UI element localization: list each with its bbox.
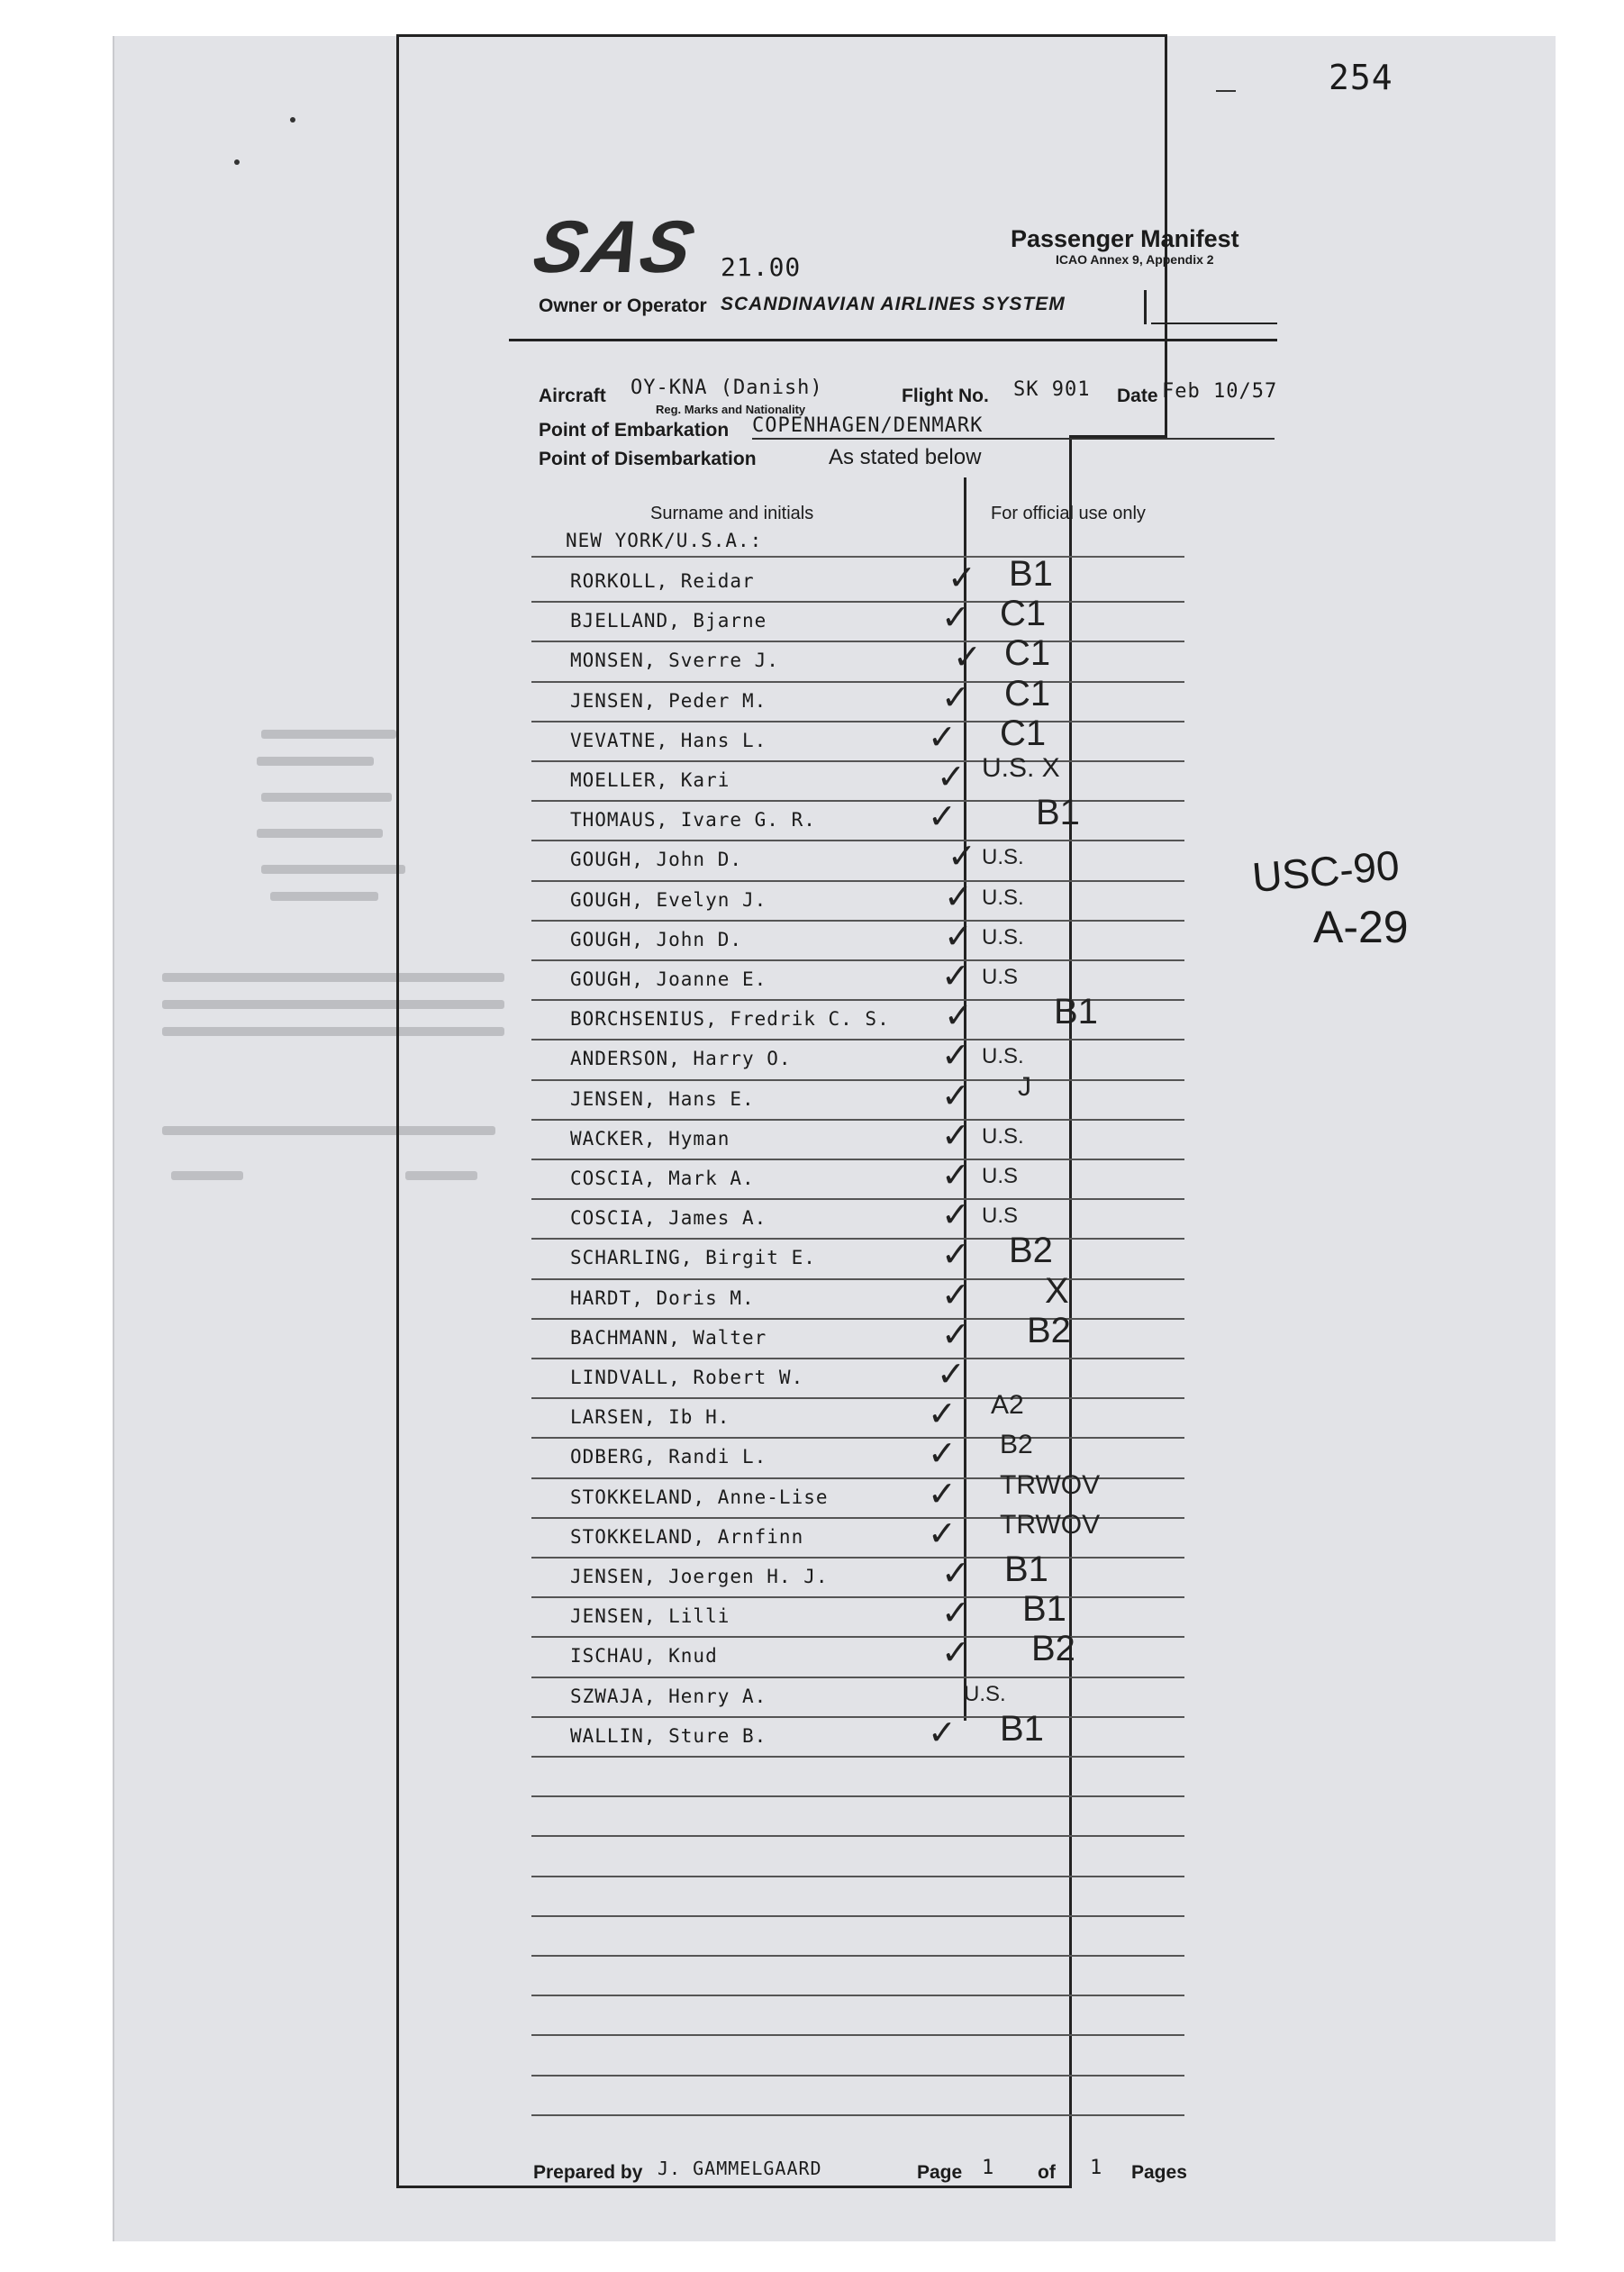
destination-header: NEW YORK/U.S.A.:	[566, 530, 763, 551]
row-rule	[531, 840, 1184, 841]
disembarkation-label: Point of Disembarkation	[539, 449, 757, 469]
passenger-name: RORKOLL, Reidar	[570, 570, 755, 592]
checkmark-icon: ✓	[948, 558, 976, 597]
checkmark-icon: ✓	[941, 1035, 970, 1076]
form-border	[396, 2186, 1072, 2188]
of-label: of	[1038, 2162, 1056, 2183]
official-use-mark: U.S	[982, 1164, 1019, 1188]
page-number: 254	[1329, 58, 1393, 97]
passenger-name: MONSEN, Sverre J.	[570, 650, 779, 672]
prepared-by-label: Prepared by	[533, 2162, 643, 2183]
speck	[290, 117, 295, 123]
official-use-mark: C1	[1004, 633, 1051, 674]
checkmark-icon: ✓	[941, 1234, 970, 1275]
passenger-name: COSCIA, Mark A.	[570, 1168, 755, 1189]
row-rule	[531, 1119, 1184, 1121]
checkmark-icon: ✓	[928, 1433, 957, 1474]
official-use-mark: U.S.	[982, 924, 1024, 950]
column-header-official-use: For official use only	[991, 504, 1146, 523]
checkmark-icon: ✓	[941, 1632, 970, 1673]
passenger-name: JENSEN, Joergen H. J.	[570, 1566, 829, 1587]
page-label: Page	[917, 2162, 963, 2183]
row-rule	[531, 1636, 1184, 1638]
row-rule	[531, 1716, 1184, 1718]
checkmark-icon: ✓	[928, 796, 957, 837]
row-rule	[531, 1596, 1184, 1598]
checkmark-icon: ✓	[944, 876, 973, 916]
row-rule	[531, 1278, 1184, 1280]
row-rule	[531, 556, 1184, 558]
row-rule	[531, 800, 1184, 802]
row-rule	[531, 2114, 1184, 2116]
row-rule	[531, 1318, 1184, 1320]
passenger-name: COSCIA, James A.	[570, 1207, 767, 1230]
checkmark-icon: ✓	[941, 1155, 970, 1195]
row-rule	[531, 920, 1184, 922]
speck	[234, 159, 240, 165]
official-use-mark: B1	[1009, 554, 1053, 594]
official-use-mark: B2	[1031, 1629, 1075, 1669]
checkmark-icon: ✓	[928, 716, 957, 757]
passenger-name: STOKKELAND, Arnfinn	[570, 1525, 804, 1548]
embarkation-label: Point of Embarkation	[539, 420, 730, 441]
official-use-mark: U.S	[982, 1204, 1019, 1229]
official-use-mark: C1	[1004, 673, 1051, 713]
row-rule	[531, 641, 1184, 642]
checkmark-icon: ✓	[941, 1195, 970, 1235]
official-use-mark: B1	[1000, 1708, 1044, 1749]
passenger-name: STOKKELAND, Anne-Lise	[570, 1486, 829, 1508]
checkmark-icon: ✓	[941, 1553, 970, 1593]
column-header-surname: Surname and initials	[650, 504, 814, 523]
handwritten-annotation: A-29	[1313, 902, 1409, 952]
official-use-mark: U.S.	[982, 885, 1024, 910]
row-rule	[531, 1995, 1184, 1996]
official-use-mark: B2	[1009, 1231, 1053, 1271]
dash-mark	[1216, 90, 1236, 92]
official-use-mark: C1	[1000, 713, 1047, 753]
row-rule	[531, 1437, 1184, 1439]
checkmark-icon: ✓	[928, 1473, 957, 1513]
owner-value: SCANDINAVIAN AIRLINES SYSTEM	[721, 294, 1066, 314]
date-value: Feb 10/57	[1162, 380, 1278, 403]
passenger-name: GOUGH, Evelyn J.	[570, 888, 767, 911]
date-label: Date	[1117, 386, 1158, 406]
checkmark-icon: ✓	[941, 1114, 970, 1155]
official-use-mark: U.S.	[982, 1123, 1024, 1149]
row-rule	[531, 1397, 1184, 1399]
official-use-mark: U.S. X	[982, 753, 1060, 783]
checkmark-icon: ✓	[941, 1313, 970, 1354]
passenger-name: ISCHAU, Knud	[570, 1645, 718, 1668]
field-underline	[1151, 323, 1277, 324]
doc-code: 21.00	[721, 252, 802, 282]
official-use-mark: U.S.	[964, 1681, 1006, 1706]
row-rule	[531, 1955, 1184, 1957]
row-rule	[531, 721, 1184, 722]
row-rule	[531, 1198, 1184, 1200]
passenger-name: WACKER, Hyman	[570, 1127, 730, 1150]
passenger-name: ODBERG, Randi L.	[570, 1446, 767, 1468]
official-use-mark: A2	[991, 1390, 1024, 1421]
checkmark-icon: ✓	[937, 1354, 966, 1394]
checkmark-icon: ✓	[928, 1513, 957, 1553]
pages-label: Pages	[1131, 2162, 1187, 2183]
manifest-form	[396, 34, 1173, 2189]
icao-reference: ICAO Annex 9, Appendix 2	[1056, 252, 1214, 267]
official-use-mark: B2	[1000, 1430, 1033, 1460]
passenger-name: GOUGH, John D.	[570, 849, 743, 871]
official-use-mark: B1	[1022, 1589, 1066, 1630]
official-use-mark: U.S	[982, 965, 1019, 989]
handwritten-annotation: USC-90	[1250, 841, 1402, 902]
row-rule	[531, 1795, 1184, 1797]
official-use-mark: U.S.	[982, 845, 1024, 870]
row-rule	[531, 601, 1184, 603]
passenger-name: SCHARLING, Birgit E.	[570, 1247, 816, 1269]
checkmark-icon: ✓	[928, 1394, 957, 1434]
aircraft-label: Aircraft	[539, 386, 606, 406]
official-use-mark: B2	[1027, 1310, 1071, 1350]
checkmark-icon: ✓	[941, 1593, 970, 1633]
sas-logo: SAS	[525, 206, 704, 288]
total-pages-value: 1	[1090, 2157, 1103, 2179]
passenger-name: GOUGH, John D.	[570, 928, 743, 950]
checkmark-icon: ✓	[944, 915, 973, 956]
row-rule	[531, 1039, 1184, 1041]
checkmark-icon: ✓	[928, 1712, 957, 1752]
manifest-title: Passenger Manifest	[1011, 225, 1239, 252]
aircraft-value: OY-KNA (Danish)	[631, 377, 823, 399]
passenger-name: MOELLER, Kari	[570, 769, 730, 791]
official-use-mark: B1	[1004, 1550, 1048, 1589]
prepared-by-value: J. GAMMELGAARD	[658, 2158, 822, 2179]
row-rule	[531, 1238, 1184, 1240]
checkmark-icon: ✓	[941, 677, 970, 717]
flight-number-value: SK 901	[1013, 378, 1091, 401]
page-value: 1	[982, 2157, 995, 2179]
row-rule	[531, 1915, 1184, 1917]
row-rule	[531, 760, 1184, 762]
regmarks-note: Reg. Marks and Nationality	[656, 403, 806, 416]
disembarkation-value: As stated below	[829, 445, 982, 469]
passenger-name: VEVATNE, Hans L.	[570, 729, 767, 751]
field-divider	[1144, 290, 1147, 324]
passenger-name: SZWAJA, Henry A.	[570, 1685, 767, 1707]
checkmark-icon: ✓	[941, 1274, 970, 1314]
passenger-name: GOUGH, Joanne E.	[570, 968, 767, 990]
checkmark-icon: ✓	[953, 637, 982, 677]
row-rule	[531, 1835, 1184, 1837]
passenger-name: BORCHSENIUS, Fredrik C. S.	[570, 1008, 890, 1031]
checkmark-icon: ✓	[941, 956, 970, 995]
row-rule	[531, 2034, 1184, 2036]
official-use-mark: J	[1018, 1071, 1031, 1102]
row-rule	[531, 1677, 1184, 1678]
passenger-name: JENSEN, Lilli	[570, 1605, 730, 1628]
checkmark-icon: ✓	[941, 1075, 970, 1115]
field-underline	[752, 438, 1275, 440]
row-rule	[531, 959, 1184, 961]
checkmark-icon: ✓	[937, 757, 966, 796]
official-use-mark: U.S.	[982, 1044, 1024, 1069]
row-rule	[531, 1876, 1184, 1877]
row-rule	[531, 1756, 1184, 1758]
passenger-name: HARDT, Doris M.	[570, 1286, 755, 1309]
official-use-mark: TRWOV	[1000, 1469, 1101, 1500]
passenger-name: LARSEN, Ib H.	[570, 1406, 730, 1429]
row-rule	[531, 1358, 1184, 1359]
section-rule	[509, 339, 1277, 341]
passenger-name: LINDVALL, Robert W.	[570, 1367, 804, 1388]
row-rule	[531, 1079, 1184, 1081]
passenger-name: BACHMANN, Walter	[570, 1326, 767, 1349]
passenger-name: JENSEN, Peder M.	[570, 689, 767, 712]
flight-number-label: Flight No.	[902, 386, 989, 406]
row-rule	[531, 681, 1184, 683]
passenger-name: ANDERSON, Harry O.	[570, 1048, 792, 1070]
official-use-mark: TRWOV	[1000, 1509, 1101, 1540]
checkmark-icon: ✓	[948, 836, 976, 877]
row-rule	[531, 880, 1184, 882]
official-use-mark: C1	[1000, 594, 1047, 634]
row-rule	[531, 2075, 1184, 2077]
embarkation-value: COPENHAGEN/DENMARK	[752, 414, 984, 437]
form-border	[396, 34, 399, 2187]
official-use-mark: B1	[1036, 793, 1080, 833]
passenger-name: THOMAUS, Ivare G. R.	[570, 809, 816, 832]
form-border	[396, 34, 1167, 37]
passenger-name: BJELLAND, Bjarne	[570, 610, 767, 632]
passenger-name: JENSEN, Hans E.	[570, 1087, 755, 1110]
official-use-mark: B1	[1054, 992, 1098, 1032]
official-use-mark: X	[1045, 1270, 1069, 1311]
checkmark-icon: ✓	[944, 995, 973, 1036]
row-rule	[531, 1557, 1184, 1559]
checkmark-icon: ✓	[941, 597, 970, 638]
owner-label: Owner or Operator	[539, 295, 707, 316]
passenger-name: WALLIN, Sture B.	[570, 1724, 767, 1747]
row-rule	[531, 1159, 1184, 1160]
